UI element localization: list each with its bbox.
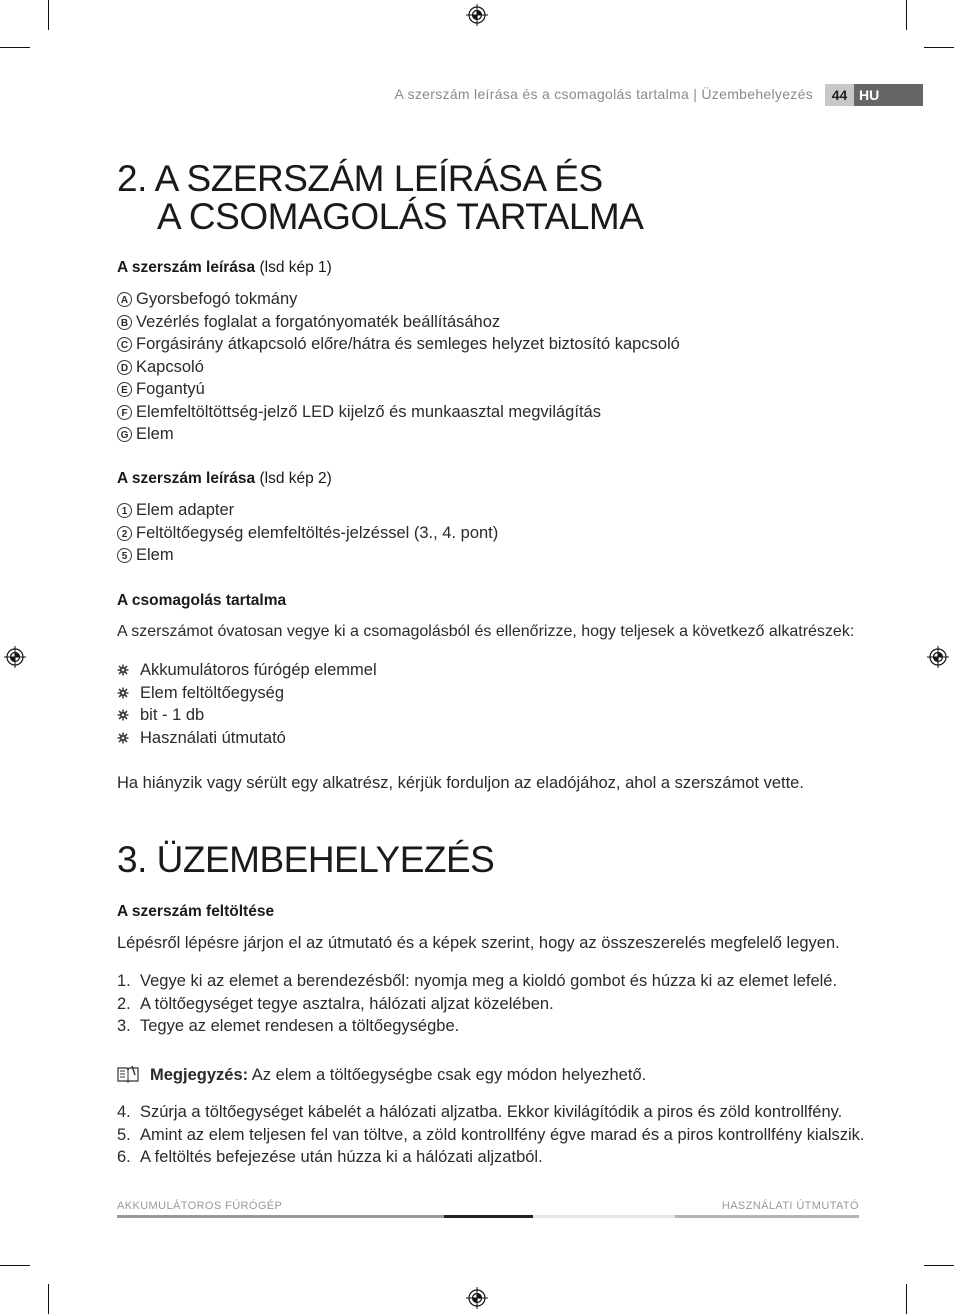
list-item	[117, 288, 297, 310]
circled-letter-icon: E	[117, 382, 132, 397]
heading-ref: (lsd kép 2)	[255, 470, 332, 487]
crop-mark	[48, 0, 49, 30]
gear-bullet-icon	[117, 687, 129, 699]
list-item	[117, 727, 286, 749]
language-tag: HU	[854, 84, 923, 106]
step-item	[117, 993, 554, 1015]
footer-rule	[444, 1215, 533, 1218]
tool-description-heading	[117, 259, 332, 277]
list-item	[117, 378, 205, 400]
footer-right: HASZNÁLATI ÚTMUTATÓ	[721, 1200, 859, 1212]
book-icon	[117, 1065, 139, 1083]
registration-mark-icon	[466, 4, 488, 26]
circled-number-icon: 1	[117, 503, 132, 518]
step-number: 2.	[117, 995, 131, 1013]
tool-description-heading-2	[117, 470, 332, 488]
list-item	[117, 522, 498, 544]
list-item	[117, 401, 601, 423]
item-text: Elem feltöltőegység	[140, 684, 284, 702]
package-contents-heading: A csomagolás tartalma	[117, 592, 287, 609]
item-text: Elem	[136, 546, 174, 564]
list-item	[117, 704, 204, 726]
circled-letter-icon: F	[117, 405, 132, 420]
crop-mark	[48, 1284, 49, 1314]
registration-mark-icon	[466, 1287, 488, 1309]
package-intro: A szerszámot óvatosan vegye ki a csomagolásból és ellenőrizze, hogy teljesek a következő alkatrészek:	[117, 623, 855, 640]
item-text: Akkumulátoros fúrógép elemmel	[140, 661, 377, 679]
circled-letter-icon: G	[117, 427, 132, 442]
charging-heading: A szerszám feltöltése	[117, 903, 275, 920]
section-3-title: 3. ÜZEMBEHELYEZÉS	[117, 839, 495, 880]
list-item	[117, 311, 500, 333]
step-item	[117, 1101, 842, 1123]
circled-letter-icon: B	[117, 315, 132, 330]
step-item	[117, 1124, 865, 1146]
step-text: A feltöltés befejezése után húzza ki a hálózati aljzatból.	[140, 1148, 543, 1166]
step-item	[117, 970, 837, 992]
step-number: 1.	[117, 972, 131, 990]
item-text: Kapcsoló	[136, 358, 204, 376]
registration-mark-icon	[4, 646, 26, 668]
item-text: Elem adapter	[136, 501, 235, 519]
item-text: Elemfeltöltöttség-jelző LED kijelző és munkaasztal megvilágítás	[136, 403, 601, 421]
crop-mark	[0, 47, 30, 48]
step-number: 5.	[117, 1126, 131, 1144]
step-number: 6.	[117, 1148, 131, 1166]
heading-label: A szerszám leírása	[117, 259, 256, 276]
step-text: A töltőegységet tegye asztalra, hálózati aljzat közelében.	[140, 995, 554, 1013]
circled-letter-icon: D	[117, 360, 132, 375]
footer-left: AKKUMULÁTOROS FÚRÓGÉP	[117, 1200, 283, 1212]
list-item	[117, 499, 234, 521]
item-text: Fogantyú	[136, 380, 205, 398]
registration-mark-icon	[927, 646, 949, 668]
gear-bullet-icon	[117, 664, 129, 676]
step-text: Szúrja a töltőegységet kábelét a hálózati aljzatba. Ekkor kivilágítódik a piros és zöld kontrollfény.	[140, 1103, 843, 1121]
step-text: Vegye ki az elemet a berendezésből: nyomja meg a kioldó gombot és húzza ki az elemet lefelé.	[140, 972, 838, 990]
circled-letter-icon: A	[117, 292, 132, 307]
missing-part-note: Ha hiányzik vagy sérült egy alkatrész, kérjük forduljon az eladójához, ahol a szerszámot vette.	[117, 774, 804, 792]
heading-label: A szerszám leírása	[117, 470, 256, 487]
list-item	[117, 356, 204, 378]
circled-number-icon: 5	[117, 548, 132, 563]
charging-intro: Lépésről lépésre járjon el az útmutató és a képek szerint, hogy az összeszerelés megfelelő legyen.	[117, 934, 840, 952]
footer-rule	[675, 1215, 859, 1218]
crop-mark	[0, 1265, 30, 1266]
item-text: Forgásirány átkapcsoló előre/hátra és semleges helyzet biztosító kapcsoló	[136, 335, 680, 353]
section-2-title-line2: A CSOMAGOLÁS TARTALMA	[157, 196, 644, 237]
step-text: Amint az elem teljesen fel van töltve, a zöld kontrollfény égve marad és a piros kontrollfény kialszik.	[140, 1126, 865, 1144]
item-text: bit - 1 db	[140, 706, 205, 724]
item-text: Gyorsbefogó tokmány	[136, 290, 298, 308]
note-text: Az elem a töltőegységbe csak egy módon helyezhető.	[248, 1066, 647, 1084]
footer-rule	[533, 1215, 675, 1218]
gear-bullet-icon	[117, 732, 129, 744]
crop-mark	[906, 1284, 907, 1314]
gear-bullet-icon	[117, 709, 129, 721]
list-item	[117, 682, 284, 704]
running-header: A szerszám leírása és a csomagolás tartalma | Üzembehelyezés	[394, 86, 813, 102]
crop-mark	[906, 0, 907, 30]
crop-mark	[924, 1265, 954, 1266]
page-number: 44	[825, 84, 854, 106]
step-number: 4.	[117, 1103, 131, 1121]
list-item	[117, 423, 174, 445]
circled-letter-icon: C	[117, 337, 132, 352]
item-text: Feltöltőegység elemfeltöltés-jelzéssel (3., 4. pont)	[136, 524, 499, 542]
item-text: Elem	[136, 425, 174, 443]
section-2-title-line1: 2. A SZERSZÁM LEÍRÁSA ÉS	[117, 158, 603, 199]
crop-mark	[924, 47, 954, 48]
list-item	[117, 544, 174, 566]
circled-number-icon: 2	[117, 526, 132, 541]
footer-rule	[117, 1215, 444, 1218]
list-item	[117, 659, 377, 681]
step-item	[117, 1015, 459, 1037]
step-item	[117, 1146, 543, 1168]
note	[117, 1064, 646, 1086]
step-text: Tegye az elemet rendesen a töltőegységbe.	[140, 1017, 460, 1035]
note-label: Megjegyzés:	[150, 1066, 249, 1084]
item-text: Használati útmutató	[140, 729, 286, 747]
step-number: 3.	[117, 1017, 131, 1035]
heading-ref: (lsd kép 1)	[255, 259, 332, 276]
list-item	[117, 333, 680, 355]
item-text: Vezérlés foglalat a forgatónyomaték beállításához	[136, 313, 501, 331]
